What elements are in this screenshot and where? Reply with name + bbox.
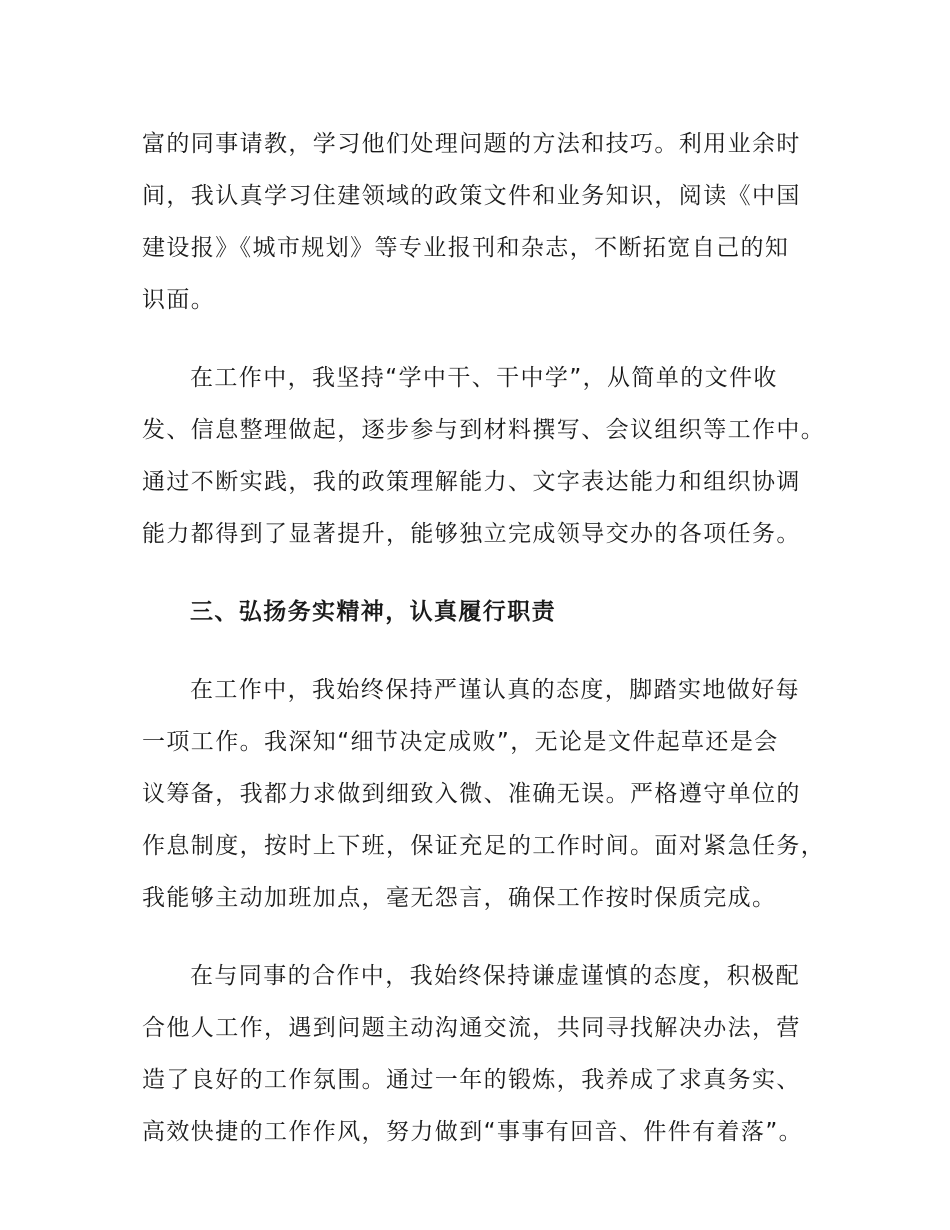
paragraph-learning-by-doing	[142, 352, 832, 560]
text-line: 作息制度，按时上下班，保证充足的工作时间。面对紧急任务，	[142, 833, 826, 859]
text-line: 富的同事请教，学习他们处理问题的方法和技巧。利用业余时	[142, 131, 801, 157]
text-line: 建设报》《城市规划》等专业报刊和杂志，不断拓宽自己的知	[142, 235, 790, 261]
paragraph-gap	[142, 560, 832, 586]
text-line: 能力都得到了显著提升，能够独立完成领导交办的各项任务。	[142, 521, 801, 547]
text-line: 在与同事的合作中，我始终保持谦虚谨慎的态度，积极配	[190, 963, 800, 989]
section-heading: 三、弘扬务实精神，认真履行职责	[190, 599, 556, 625]
text-line: 在工作中，我坚持“学中干、干中学”，从简单的文件收	[190, 365, 778, 391]
paragraph-rigorous-attitude	[142, 664, 832, 924]
text-line: 我能够主动加班加点，毫无怨言，确保工作按时保质完成。	[142, 885, 777, 911]
paragraph-gap	[142, 924, 832, 950]
text-line: 议筹备，我都力求做到细致入微、准确无误。严格遵守单位的	[142, 781, 801, 807]
paragraph-continued	[142, 118, 832, 326]
text-line: 识面。	[142, 287, 216, 313]
text-line: 间，我认真学习住建领域的政策文件和业务知识，阅读《中国	[142, 183, 801, 209]
paragraph-gap	[142, 326, 832, 352]
text-line: 发、信息整理做起，逐步参与到材料撰写、会议组织等工作中。	[142, 417, 826, 443]
text-line: 造了良好的工作氛围。通过一年的锻炼，我养成了求真务实、	[142, 1067, 801, 1093]
text-line: 通过不断实践，我的政策理解能力、文字表达能力和组织协调	[142, 469, 801, 495]
paragraph-teamwork	[142, 950, 832, 1158]
document-body	[142, 118, 832, 1158]
text-line: 高效快捷的工作作风，努力做到“事事有回音、件件有着落”。	[142, 1119, 804, 1145]
text-line: 在工作中，我始终保持严谨认真的态度，脚踏实地做好每	[190, 677, 800, 703]
paragraph-gap	[142, 638, 832, 664]
text-line: 合他人工作，遇到问题主动沟通交流，共同寻找解决办法，营	[142, 1015, 801, 1041]
text-line: 一项工作。我深知“细节决定成败”，无论是文件起草还是会	[142, 729, 779, 755]
